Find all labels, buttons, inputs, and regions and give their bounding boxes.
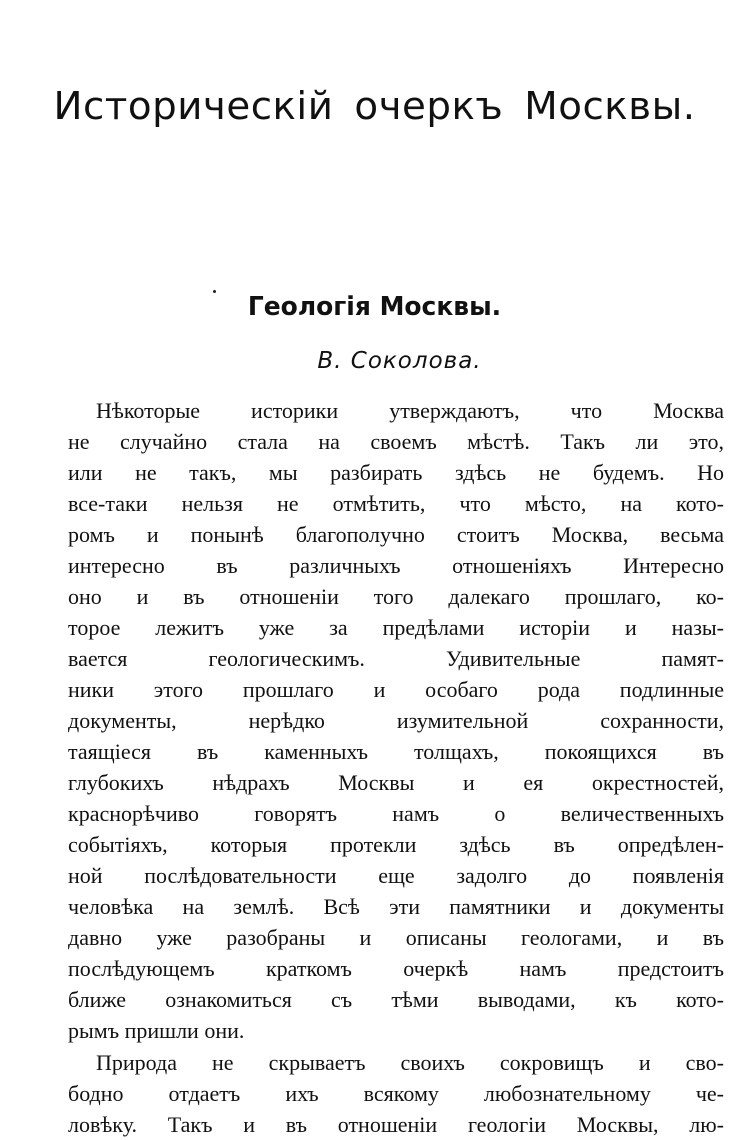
text-line: вается геологическимъ. Удивительные памят- (68, 646, 724, 671)
text-line: таящіеся въ каменныхъ толщахъ, покоящихся въ (68, 739, 724, 764)
text-line: давно уже разобраны и описаны геологами, и въ (68, 925, 724, 950)
text-line: все-таки нельзя не отмѣтить, что мѣсто, на кото- (68, 491, 724, 516)
text-line: краснорѣчиво говорятъ намъ о величественныхъ (68, 801, 724, 826)
book-title: Историческій очеркъ Москвы. (53, 84, 696, 128)
text-line: или не такъ, мы разбирать здѣсь не будемъ. Но (68, 460, 724, 485)
text-line: глубокихъ нѣдрахъ Москвы и ея окрестностей, (68, 770, 724, 795)
text-line: ближе ознакомиться съ тѣми выводами, къ кото- (68, 987, 724, 1012)
text-line: событіяхъ, которыя протекли здѣсь въ опредѣлен- (68, 832, 724, 857)
text-line: послѣдующемъ краткомъ очеркѣ намъ предстоитъ (68, 956, 724, 981)
text-line: ники этого прошлаго и особаго рода подлинные (68, 677, 724, 702)
text-line: ной послѣдовательности еще задолго до появленія (68, 863, 724, 888)
text-line: интересно въ различныхъ отношеніяхъ Интересно (68, 553, 724, 578)
article-title: Геологія Москвы. (247, 292, 502, 322)
text-line: торое лежитъ уже за предѣлами исторіи и назы- (68, 615, 724, 640)
text-line: рымъ пришли они. (68, 1018, 245, 1043)
text-line: оно и въ отношеніи того далекаго прошлаго, ко- (68, 584, 724, 609)
text-line: не случайно стала на своемъ мѣстѣ. Такъ ли это, (68, 429, 724, 454)
text-line: Природа не скрываетъ своихъ сокровищъ и сво- (96, 1050, 724, 1075)
text-line: Нѣкоторые историки утверждаютъ, что Москва (96, 398, 724, 423)
text-line: ловѣку. Такъ и въ отношеніи геологіи Москвы, лю- (68, 1112, 724, 1137)
text-line: бодно отдаетъ ихъ всякому любознательному че- (68, 1081, 724, 1106)
text-line: человѣка на землѣ. Всѣ эти памятники и документы (68, 894, 724, 919)
text-line: ромъ и понынѣ благополучно стоитъ Москва, весьма (68, 522, 724, 547)
article-author: В. Соколова. (317, 348, 482, 374)
text-line: документы, нерѣдко изумительной сохранности, (68, 708, 724, 733)
